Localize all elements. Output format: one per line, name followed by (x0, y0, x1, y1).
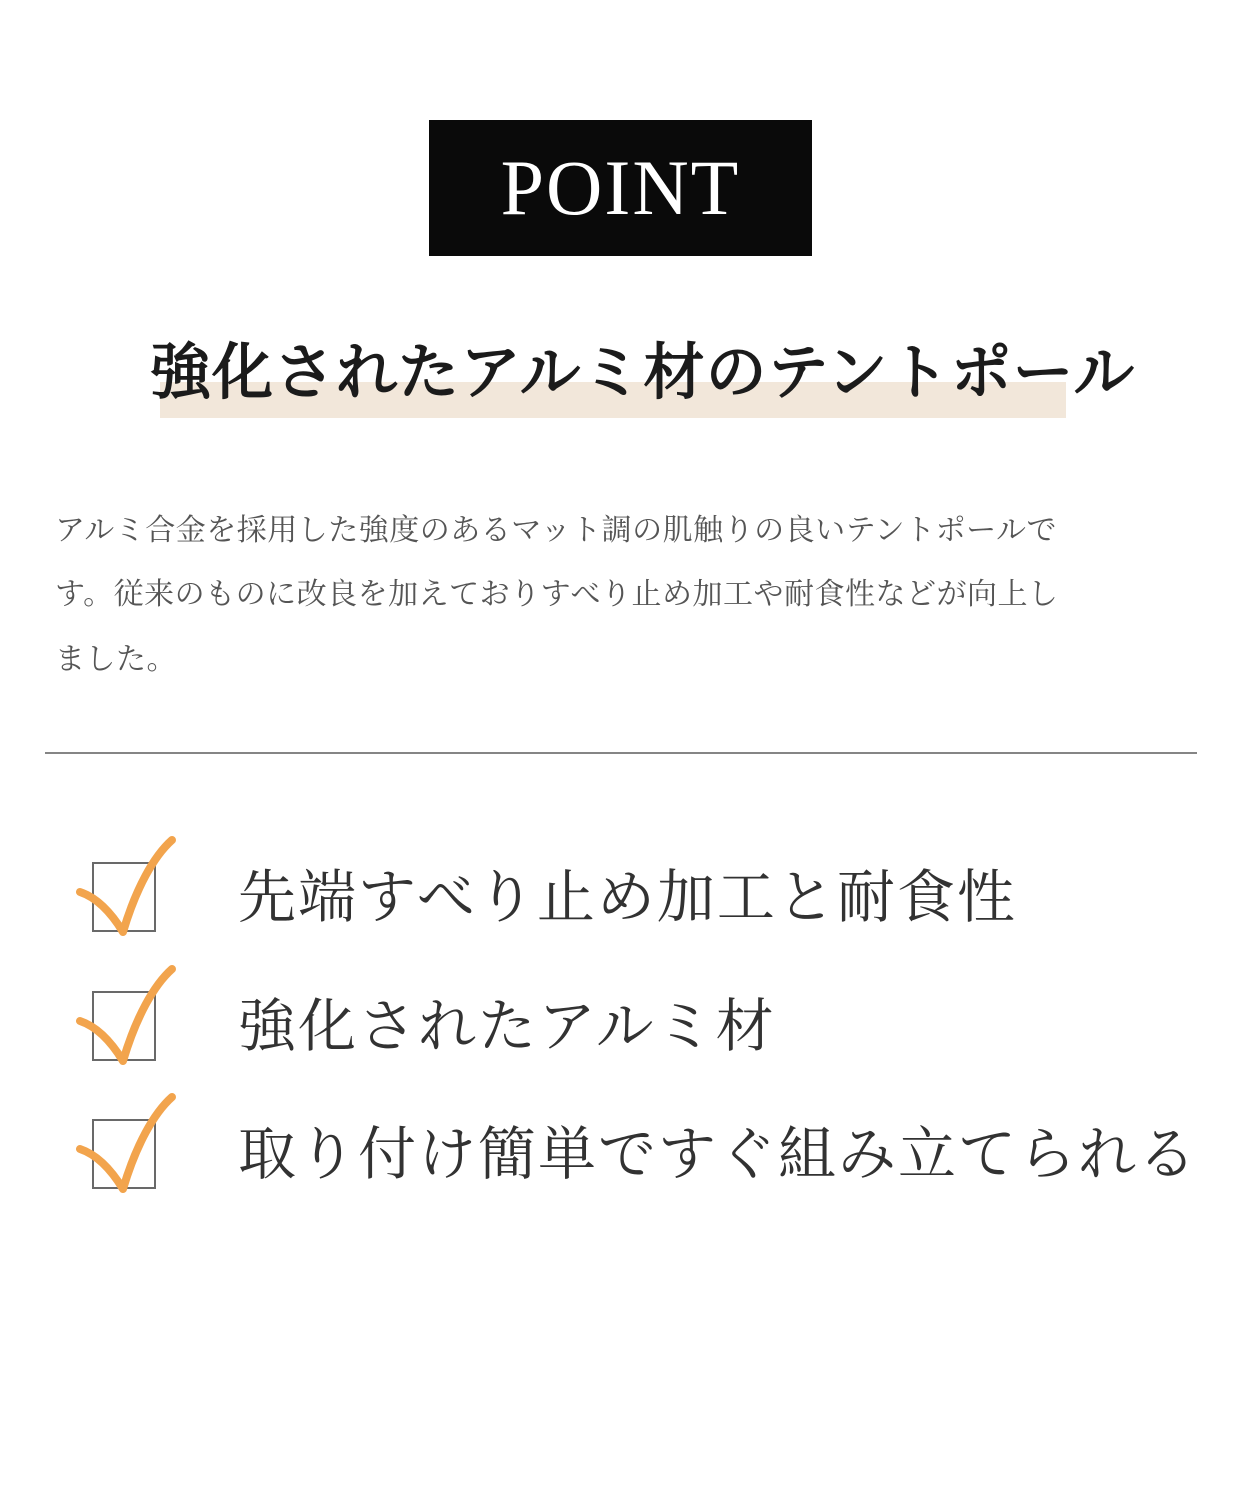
description-line: アルミ合金を採用した強度のあるマット調の肌触りの良いテントポールで (55, 513, 1057, 548)
checklist-item (92, 862, 1017, 932)
checkbox-icon (92, 862, 156, 932)
check-icon (78, 1093, 178, 1198)
checkbox-icon (92, 991, 156, 1061)
checklist-item (92, 1119, 1198, 1189)
checklist-item (92, 991, 776, 1061)
checklist-item-label: 先端すべり止め加工と耐食性 (238, 863, 1017, 931)
check-icon (78, 965, 178, 1070)
description-line: ました。 (55, 642, 177, 677)
checkbox-icon (92, 1119, 156, 1189)
divider-line (45, 752, 1197, 754)
point-badge-label: POINT (500, 144, 741, 231)
check-icon (78, 836, 178, 941)
point-badge (429, 120, 812, 256)
checklist-item-label: 強化されたアルミ材 (238, 992, 776, 1060)
section-heading: 強化されたアルミ材のテントポール (150, 337, 1136, 408)
description-line: す。従来のものに改良を加えておりすべり止め加工や耐食性などが向上し (55, 577, 1059, 612)
checklist-item-label: 取り付け簡単ですぐ組み立てられる (238, 1120, 1199, 1188)
